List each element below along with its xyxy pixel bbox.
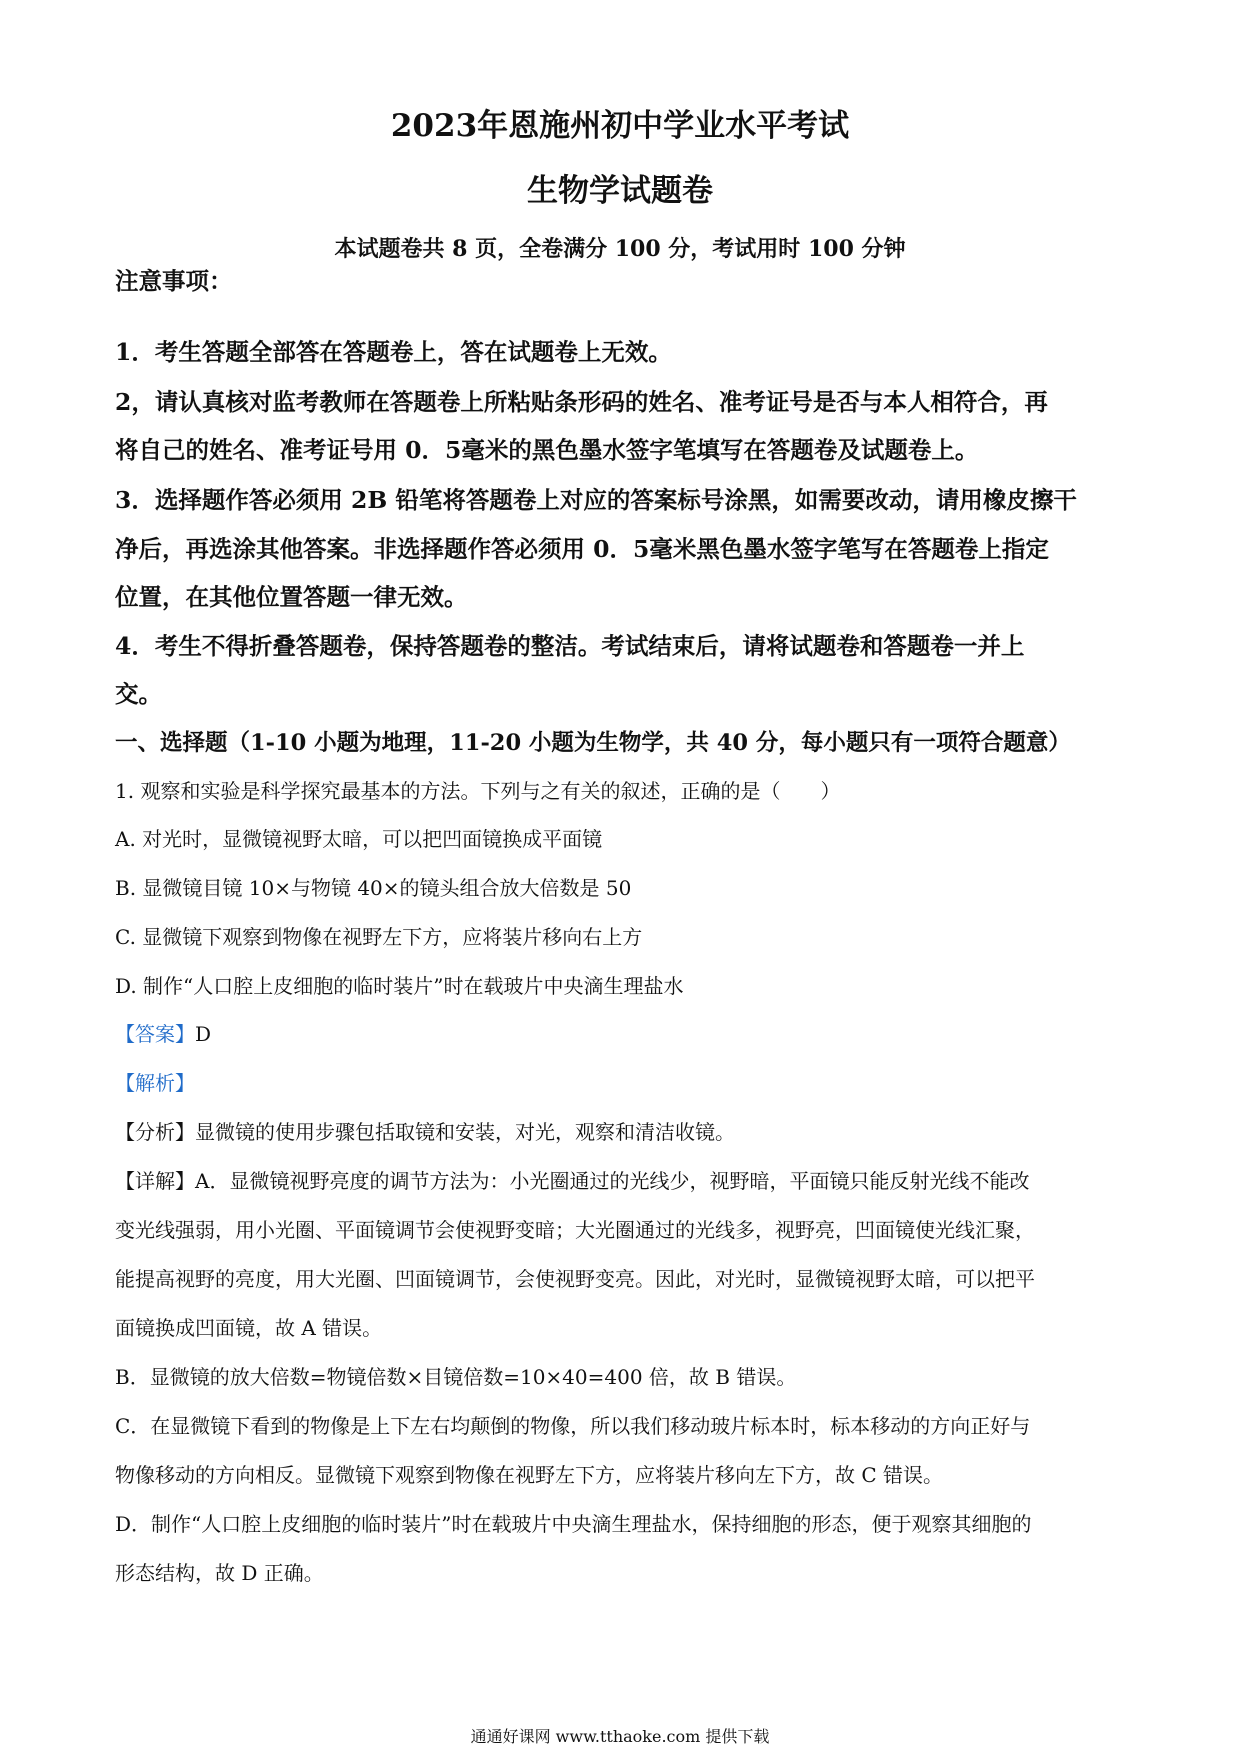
notice-line: 4．考生不得折叠答题卷，保持答题卷的整洁。考试结束后，请将试题卷和答题卷一并上 xyxy=(115,632,1025,660)
answer-value: D xyxy=(195,1022,212,1046)
detail-line: C．在显微镜下看到的物像是上下左右均颠倒的物像，所以我们移动玻片标本时，标本移动的方向正好与 xyxy=(115,1414,1031,1438)
notice-line: 3．选择题作答必须用 2B 铅笔将答题卷上对应的答案标号涂黑，如需要改动，请用橡皮擦干 xyxy=(115,486,1077,514)
detail-line: B．显微镜的放大倍数=物镜倍数×目镜倍数=10×40=400 倍，故 B 错误。 xyxy=(115,1365,797,1389)
notice-line: 将自己的姓名、准考证号用 0．5毫米的黑色墨水签字笔填写在答题卷及试题卷上。 xyxy=(115,436,979,464)
fenxi-tag: 【分析】 xyxy=(115,1120,195,1144)
xiangjie-tag: 【详解】 xyxy=(115,1169,195,1193)
detail-line xyxy=(115,1165,1140,1194)
question-stem: 1. 观察和实验是科学探究最基本的方法。下列与之有关的叙述，正确的是（ ） xyxy=(115,779,841,803)
answer-line xyxy=(115,1018,1140,1047)
notice-heading: 注意事项： xyxy=(115,267,233,295)
analysis-line xyxy=(115,1067,1140,1096)
detail-line: 能提高视野的亮度，用大光圈、凹面镜调节，会使视野变亮。因此，对光时，显微镜视野太暗，可以把平 xyxy=(115,1267,1035,1291)
notice-line: 位置，在其他位置答题一律无效。 xyxy=(115,583,468,611)
detail-line: 形态结构，故 D 正确。 xyxy=(115,1561,324,1585)
analysis-tag: 【解析】 xyxy=(115,1071,195,1095)
fenxi-line xyxy=(115,1116,1140,1145)
option-d: D. 制作“人口腔上皮细胞的临时装片”时在载玻片中央滴生理盐水 xyxy=(115,974,684,998)
notice-line: 2，请认真核对监考教师在答题卷上所粘贴条形码的姓名、准考证号是否与本人相符合，再 xyxy=(115,388,1048,416)
page-footer: 通通好课网 www.tthaoke.com 提供下载 xyxy=(470,1727,770,1746)
detail-line: 物像移动的方向相反。显微镜下观察到物像在视野左下方，应将装片移向左下方，故 C 错误。 xyxy=(115,1463,944,1487)
option-c: C. 显微镜下观察到物像在视野左下方，应将装片移向右上方 xyxy=(115,925,643,949)
detail-line: 面镜换成凹面镜，故 A 错误。 xyxy=(115,1316,383,1340)
exam-info: 本试题卷共 8 页，全卷满分 100 分，考试用时 100 分钟 xyxy=(334,236,906,262)
detail-line: 变光线强弱，用小光圈、平面镜调节会使视野变暗；大光圈通过的光线多，视野亮，凹面镜使光线汇聚， xyxy=(115,1218,1035,1242)
notice-line: 交。 xyxy=(115,680,162,708)
detail-line: D．制作“人口腔上皮细胞的临时装片”时在载玻片中央滴生理盐水，保持细胞的形态，便于观察其细胞的 xyxy=(115,1512,1032,1536)
subject-title: 生物学试题卷 xyxy=(527,173,713,209)
notice-line: 净后，再选涂其他答案。非选择题作答必须用 0．5毫米黑色墨水签字笔写在答题卷上指定 xyxy=(115,535,1049,563)
section-heading: 一、选择题（1-10 小题为地理，11-20 小题为生物学，共 40 分，每小题只有一项符合题意） xyxy=(115,730,1071,756)
exam-title: 2023年恩施州初中学业水平考试 xyxy=(390,108,850,144)
option-a: A. 对光时，显微镜视野太暗，可以把凹面镜换成平面镜 xyxy=(115,827,603,851)
notice-line: 1．考生答题全部答在答题卷上，答在试题卷上无效。 xyxy=(115,338,672,366)
option-b: B. 显微镜目镜 10×与物镜 40×的镜头组合放大倍数是 50 xyxy=(115,876,632,900)
fenxi-text: 显微镜的使用步骤包括取镜和安装，对光，观察和清洁收镜。 xyxy=(195,1120,735,1144)
detail-text: A．显微镜视野亮度的调节方法为：小光圈通过的光线少，视野暗，平面镜只能反射光线不能改 xyxy=(195,1169,1030,1193)
answer-tag: 【答案】 xyxy=(115,1022,195,1046)
